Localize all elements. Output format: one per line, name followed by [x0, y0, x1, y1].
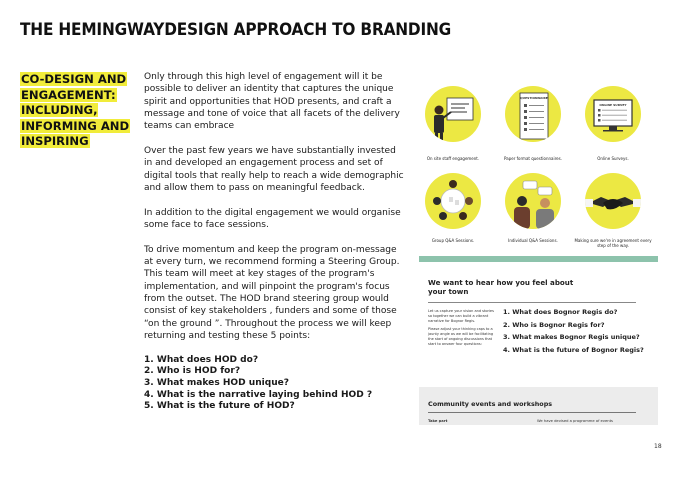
- divider: [428, 412, 636, 413]
- body-text: [144, 71, 406, 413]
- handshake-icon: [585, 173, 641, 229]
- feedback-intro: [428, 309, 498, 350]
- feedback-intro-paragraph: Please adjust your thinking caps to a jaunty angle as we will be facilitating the start of ongoing discussions that start to answer four questions:: [428, 327, 494, 346]
- survey-label: ONLINE SURVEY: [599, 103, 627, 107]
- section-heading-line: CO-DESIGN AND: [21, 72, 127, 86]
- community-panel-title: Community events and workshops: [428, 400, 553, 408]
- key-point: 2. Who is HOD for?: [144, 366, 241, 377]
- section-heading: [20, 72, 135, 150]
- feedback-panel-title: We want to hear how you feel about your town: [428, 278, 574, 296]
- section-heading-line: INFORMING AND: [21, 118, 130, 133]
- body-paragraph: To drive momentum and keep the program on-message at every turn, we recommend forming a Steering Group. This team will meet at key stages of the program's implementation, and will pinpoint the program's focus from the outset. The HOD brand steering group would consist of key stakeholders , funders and some of those “on the ground ”. Throughout the process we will keep returning and testing these 5 points:: [144, 244, 400, 342]
- questionnaire-icon: [505, 86, 561, 142]
- icon-caption: Group Q&A Sessions.: [431, 238, 475, 243]
- feedback-question: 4. What is the future of Bognor Regis?: [503, 345, 644, 354]
- divider: [428, 302, 636, 303]
- body-paragraph: Only through this high level of engagement will it be possible to deliver an identity that captures the unique spirit and opportunities that HOD presents, and craft a message and tone of voice that all facets of the delivery teams can embrace: [144, 72, 400, 132]
- feedback-question: 3. What makes Bognor Regis unique?: [503, 333, 640, 342]
- key-point: 5. What is the future of HOD?: [144, 401, 295, 412]
- community-take-part: Take part: [428, 419, 448, 423]
- icon-caption: Online Surveys.: [597, 156, 629, 161]
- section-heading-line: INCLUDING,: [21, 103, 98, 117]
- community-text: We have devised a programme of events: [537, 419, 613, 423]
- feedback-intro-paragraph: Let us capture your vision and stories so together we can build a vibrant narrative for Bognor Regis.: [428, 309, 494, 323]
- icon-caption: Making sure we're in agreement every step of the way.: [574, 238, 652, 248]
- feedback-questions: [503, 306, 653, 356]
- section-heading-line: ENGAGEMENT:: [21, 87, 116, 102]
- key-point: 1. What does HOD do?: [144, 354, 259, 365]
- page-title: THE HEMINGWAYDESIGN APPROACH TO BRANDING: [20, 20, 452, 39]
- page-number: 18: [654, 443, 662, 450]
- key-point: 4. What is the narrative laying behind HOD ?: [144, 389, 373, 400]
- feedback-question: 1. What does Bognor Regis do?: [503, 308, 618, 316]
- feedback-question: 2. Who is Bognor Regis for?: [503, 320, 605, 329]
- staff-engagement-icon: [425, 86, 481, 142]
- body-paragraph: Over the past few years we have substantially invested in and developed an engagement process and set of digital tools that really help to reach a wide demographic and allow them to pass on meaningful feedback.: [144, 146, 404, 194]
- individual-session-icon: [505, 173, 561, 229]
- group-session-icon: [425, 173, 481, 229]
- online-survey-icon: [585, 86, 641, 142]
- questionnaire-label: QUESTIONNAIRE: [520, 96, 548, 100]
- body-paragraph: In addition to the digital engagement we would organise some face to face sessions.: [144, 207, 401, 231]
- icon-caption: Individual Q&A Sessions.: [508, 238, 558, 243]
- icon-caption: On site staff engagement.: [426, 156, 480, 161]
- section-heading-line: INSPIRING: [21, 134, 89, 148]
- icon-caption: Paper format questionnaires.: [504, 156, 562, 161]
- key-point: 3. What makes HOD unique?: [144, 377, 290, 388]
- key-points-list: [144, 355, 406, 413]
